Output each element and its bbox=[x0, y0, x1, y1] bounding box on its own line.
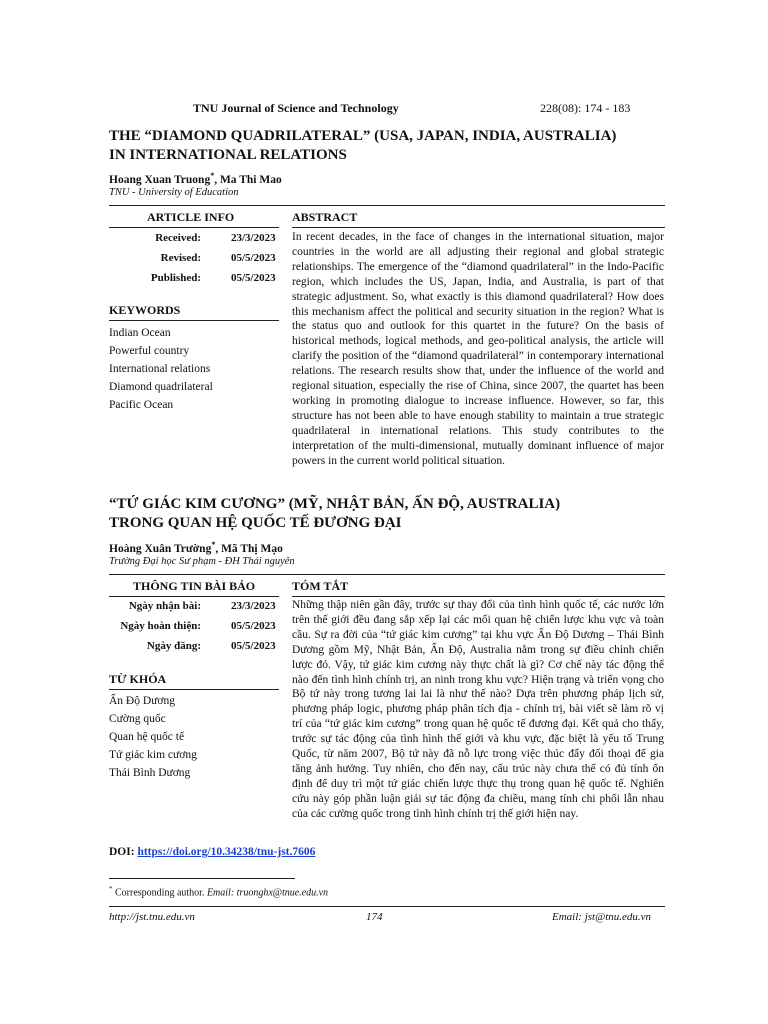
vietnamese-published-value: 05/5/2023 bbox=[231, 640, 276, 652]
english-author2: , Ma Thi Mao bbox=[214, 173, 282, 186]
vietnamese-author2: , Mã Thị Mạo bbox=[215, 542, 283, 555]
english-published-label: Published: bbox=[150, 272, 201, 284]
english-revised-label: Revised: bbox=[160, 252, 201, 264]
keyword-item: International relations bbox=[109, 363, 211, 375]
vietnamese-author-mark: * bbox=[211, 540, 216, 549]
vietnamese-abstract-rule bbox=[292, 596, 665, 597]
vietnamese-article-info-heading: THÔNG TIN BÀI BÁO bbox=[133, 579, 256, 593]
vietnamese-affiliation: Trường Đại học Sư phạm - ĐH Thái nguyên bbox=[109, 556, 295, 567]
keyword-item: Cường quốc bbox=[109, 713, 166, 725]
english-received-value: 23/3/2023 bbox=[231, 232, 276, 244]
vietnamese-keywords-rule bbox=[109, 689, 279, 690]
footnote-text: Corresponding author. bbox=[112, 887, 207, 899]
english-article-info-heading: ARTICLE INFO bbox=[147, 210, 235, 224]
vietnamese-published-row bbox=[109, 640, 279, 656]
vietnamese-revised-row bbox=[109, 620, 279, 636]
vietnamese-top-rule bbox=[109, 574, 665, 575]
keyword-item: Quan hệ quốc tế bbox=[109, 731, 185, 743]
english-received-row bbox=[109, 232, 279, 248]
english-top-rule bbox=[109, 205, 665, 206]
footer-url[interactable]: http://jst.tnu.edu.vn bbox=[109, 911, 195, 923]
english-title bbox=[109, 127, 669, 165]
vietnamese-received-row bbox=[109, 600, 279, 616]
english-revised-row bbox=[109, 252, 279, 268]
vietnamese-published-label: Ngày đăng: bbox=[146, 640, 201, 652]
vietnamese-revised-value: 05/5/2023 bbox=[231, 620, 276, 632]
vietnamese-abstract-text: Những thập niên gần đây, trước sự thay đổi của tình hình quốc tế, các nước lớn trên thế giới đều đang sắp xếp lại các mối quan hệ chiến lược khu vực và toàn cầu. Sự ra đời của “tứ giác kim cương” tại khu vực Ấn Độ Dương – Thái Bình Dương gồm Mỹ, Nhật Bản, Ấn Độ, Australia nằm trong sự điều chỉnh chiến lược đó. Vậy, tứ giác kim cương này thực chất là gì? Cơ chế này tác động thế nào đến tình hình chính trị, an ninh trong khu vực? Hiện trạng và triển vọng cho Bộ tứ này trong tương lai lai là như thế nào? Dựa trên phương pháp lịch sử, phương pháp logic, phương pháp phân tích địa - chính trị, bài viết sẽ làm rõ vị trí của “tứ giác kim cương” trong quan hệ quốc tế đương đại. Kết quả cho thấy, trước sự tác động của tình hình thế giới và khu vực, đặc biệt là yếu tố Trung Quốc, từ năm 2007, Bộ tứ này đã nỗ lực trong việc thúc đẩy đối thoại để gia tăng ảnh hưởng. Tuy nhiên, cho đến nay, cấu trúc này chưa thể có đủ tính ổn định để duy trì một tứ giác chiến lược thực thụ trong quan hệ quốc tế. Nghiên cứu này góp phần luận giải sự tác động đa chiều, mang tính chi phối lẫn nhau của các cường quốc trong tình hình chính trị thế giới hiện nay. bbox=[292, 599, 664, 820]
english-keywords-heading: KEYWORDS bbox=[109, 303, 181, 317]
page-number: 174 bbox=[366, 911, 383, 923]
english-author1: Hoang Xuan Truong bbox=[109, 173, 211, 186]
english-keywords-rule bbox=[109, 320, 279, 321]
english-info-rule bbox=[109, 227, 279, 228]
volume-pages: 228(08): 174 - 183 bbox=[540, 101, 631, 115]
keyword-item: Thái Bình Dương bbox=[109, 767, 191, 779]
english-keyword-list bbox=[109, 324, 279, 414]
vietnamese-abstract-heading: TÓM TẮT bbox=[292, 579, 349, 593]
keyword-item: Indian Ocean bbox=[109, 327, 171, 339]
english-abstract-heading: ABSTRACT bbox=[292, 210, 358, 224]
keyword-item: Diamond quadrilateral bbox=[109, 381, 213, 393]
english-title-line1: THE “DIAMOND QUADRILATERAL” (USA, JAPAN, INDIA, AUSTRALIA) bbox=[109, 128, 617, 144]
footnote bbox=[109, 885, 328, 898]
english-received-label: Received: bbox=[155, 232, 201, 244]
vietnamese-received-value: 23/3/2023 bbox=[231, 600, 276, 612]
keyword-item: Tứ giác kim cương bbox=[109, 749, 197, 761]
english-published-value: 05/5/2023 bbox=[231, 272, 276, 284]
vietnamese-title-line2: TRONG QUAN HỆ QUỐC TẾ ĐƯƠNG ĐẠI bbox=[109, 515, 402, 531]
english-affiliation: TNU - University of Education bbox=[109, 187, 239, 198]
english-abstract-rule bbox=[292, 227, 665, 228]
vietnamese-authors bbox=[109, 540, 283, 555]
vietnamese-title bbox=[109, 495, 669, 533]
footnote-rule bbox=[109, 878, 295, 879]
doi-link[interactable]: https://doi.org/10.34238/tnu-jst.7606 bbox=[137, 846, 316, 858]
english-authors bbox=[109, 171, 282, 186]
footnote-email-label: Email: bbox=[206, 887, 237, 899]
journal-name: TNU Journal of Science and Technology bbox=[193, 101, 399, 115]
doi-line bbox=[109, 846, 315, 858]
vietnamese-title-line1: “TỨ GIÁC KIM CƯƠNG” (MỸ, NHẬT BẢN, ẤN ĐỘ, AUSTRALIA) bbox=[109, 496, 561, 512]
footnote-mark: * bbox=[109, 885, 113, 893]
vietnamese-received-label: Ngày nhận bài: bbox=[128, 600, 201, 612]
english-title-line2: IN INTERNATIONAL RELATIONS bbox=[109, 147, 347, 163]
english-published-row bbox=[109, 272, 279, 288]
vietnamese-keywords-heading: TỪ KHÓA bbox=[109, 672, 167, 686]
footnote-email: truonghx@tnue.edu.vn bbox=[236, 887, 329, 899]
english-author-mark: * bbox=[210, 171, 215, 180]
keyword-item: Pacific Ocean bbox=[109, 399, 174, 411]
footer-rule bbox=[109, 906, 665, 907]
keyword-item: Powerful country bbox=[109, 345, 190, 357]
vietnamese-keyword-list bbox=[109, 692, 279, 782]
footer-email[interactable]: Email: jst@tnu.edu.vn bbox=[552, 911, 652, 923]
english-revised-value: 05/5/2023 bbox=[231, 252, 276, 264]
doi-label: DOI: bbox=[109, 846, 138, 858]
running-header bbox=[0, 101, 768, 117]
vietnamese-info-rule bbox=[109, 596, 279, 597]
english-abstract-text: In recent decades, in the face of changes in the international situation, major countries in the world are all adjusting their regional and global strategic relationships. The emergence of the “diamond quadrilateral” in the Indo-Pacific region, which includes the US, Japan, India, and Australia, is part of that strategic adjustment. So, what exactly is this diamond quadrilateral? How does this mechanism affect the political and security situation in the region? What is the status quo and outlook for this quartet in the future? On the basis of historical methods, logical methods, and geo-political analysis, the article will clarify the position of the “diamond quadrilateral” in contemporary international relations. The research results show that, under the influence of the world and regional situation, especially the rise of China, since 2007, the quartet has been working in promoting dialogue to increase influence. However, so far, this structure has not been able to have enough stability to maintain a true strategic quadrilateral in international relations. This study contributes to the interpretation of the multi-dimensional, mutually dominant influence of major powers in the current world political situation. bbox=[292, 231, 664, 467]
vietnamese-author1: Hoàng Xuân Trường bbox=[109, 542, 212, 555]
keyword-item: Ấn Độ Dương bbox=[109, 695, 175, 707]
vietnamese-revised-label: Ngày hoàn thiện: bbox=[120, 620, 201, 632]
